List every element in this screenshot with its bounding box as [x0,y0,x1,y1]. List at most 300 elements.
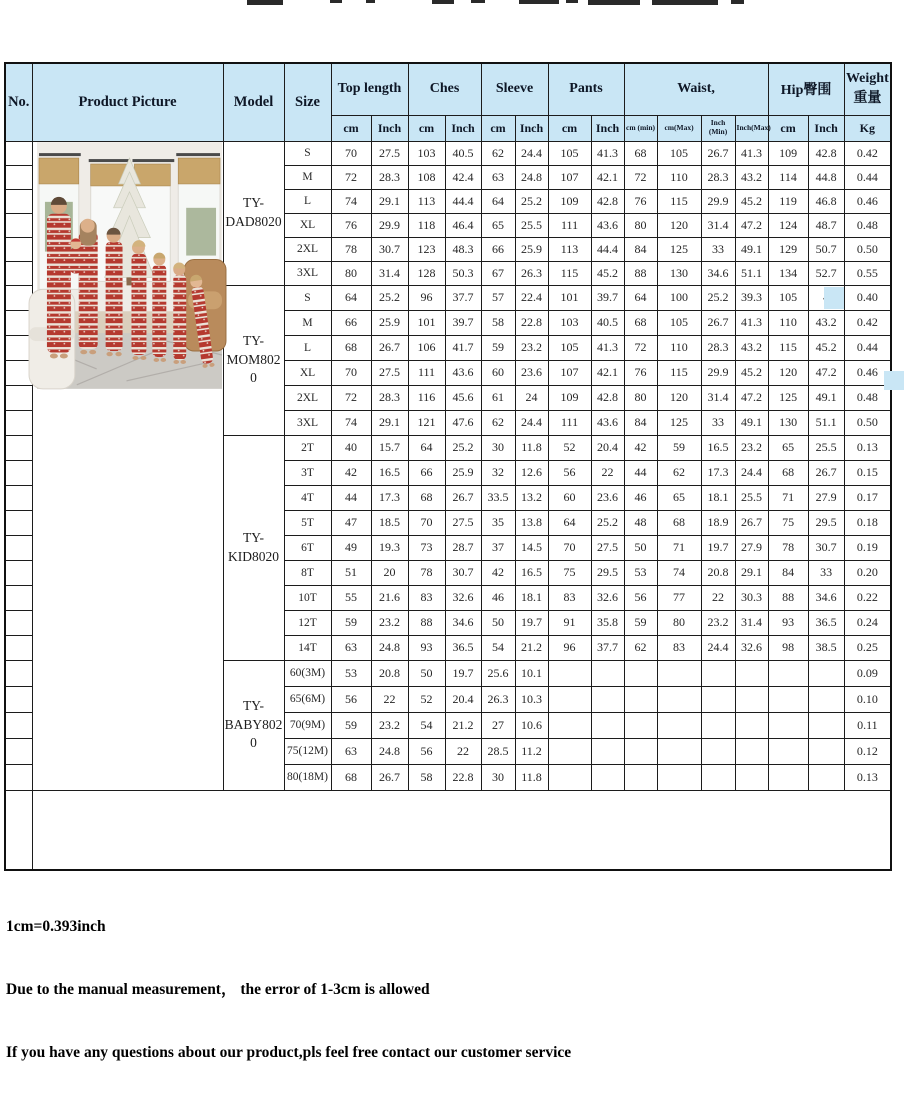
value-cell: 29.1 [735,560,768,585]
header-chest: Ches [408,63,481,115]
value-cell: 14.5 [515,535,548,560]
value-cell: 19.7 [445,660,481,686]
value-cell: 64 [331,285,371,310]
value-cell: 67 [481,261,515,285]
value-cell: 37.7 [445,285,481,310]
value-cell: 129 [768,237,808,261]
value-cell: 71 [657,535,701,560]
no-cell [5,585,32,610]
subheader-sleeve-inch: Inch [515,115,548,141]
value-cell: 27 [481,712,515,738]
value-cell: 55 [331,585,371,610]
value-cell: 43.6 [445,360,481,385]
size-cell: 80(18M) [284,764,331,790]
value-cell: 33.5 [481,485,515,510]
value-cell: 22 [371,686,408,712]
header-size: Size [284,63,331,141]
value-cell: 58 [408,764,445,790]
size-cell: 75(12M) [284,738,331,764]
value-cell [548,686,591,712]
value-cell [657,738,701,764]
header-top-length: Top length [331,63,408,115]
product-photo [37,142,222,389]
value-cell: 26.7 [808,460,844,485]
value-cell: 13.8 [515,510,548,535]
value-cell: 47 [331,510,371,535]
no-cell [5,385,32,410]
value-cell: 28.5 [481,738,515,764]
value-cell: 105 [768,285,808,310]
value-cell: 30.7 [808,535,844,560]
value-cell: 42.1 [591,360,624,385]
value-cell: 80 [331,261,371,285]
value-cell: 43.6 [591,213,624,237]
value-cell [657,660,701,686]
value-cell: 83 [548,585,591,610]
value-cell: 34.6 [808,585,844,610]
value-cell: 16.5 [371,460,408,485]
value-cell [548,660,591,686]
value-cell: 42.1 [591,165,624,189]
no-cell [5,360,32,385]
size-cell: 5T [284,510,331,535]
value-cell: 27.9 [735,535,768,560]
value-cell: 30.3 [735,585,768,610]
value-cell: 51.1 [735,261,768,285]
value-cell: 23.2 [371,712,408,738]
value-cell: 0.48 [844,385,891,410]
value-cell: 66 [408,460,445,485]
value-cell: 0.13 [844,435,891,460]
no-cell [5,261,32,285]
value-cell: 20.4 [445,686,481,712]
note-conversion: 1cm=0.393inch [6,918,106,935]
value-cell: 70 [331,141,371,165]
no-cell [5,790,32,870]
value-cell: 101 [548,285,591,310]
size-cell: 10T [284,585,331,610]
value-cell: 36.5 [445,635,481,660]
value-cell: 25.2 [445,435,481,460]
subheader-pants-cm: cm [548,115,591,141]
value-cell: 59 [331,610,371,635]
value-cell: 44.4 [591,237,624,261]
value-cell: 109 [548,385,591,410]
subheader-chest-cm: cm [408,115,445,141]
no-cell [5,764,32,790]
value-cell: 78 [768,535,808,560]
value-cell: 33 [701,410,735,435]
value-cell: 31.4 [735,610,768,635]
value-cell: 109 [548,189,591,213]
value-cell: 65 [481,213,515,237]
size-cell: 60(3M) [284,660,331,686]
value-cell: 25.2 [591,510,624,535]
value-cell: 0.09 [844,660,891,686]
subheader-toplength-inch: Inch [371,115,408,141]
value-cell [808,686,844,712]
value-cell: 42.8 [591,385,624,410]
value-cell: 32 [481,460,515,485]
no-cell [5,335,32,360]
value-cell: 59 [624,610,657,635]
value-cell: 56 [624,585,657,610]
value-cell: 42 [331,460,371,485]
value-cell: 64 [624,285,657,310]
value-cell: 68 [657,510,701,535]
value-cell: 68 [408,485,445,510]
value-cell: 27.5 [371,360,408,385]
value-cell: 17.3 [701,460,735,485]
value-cell: 43.2 [735,165,768,189]
value-cell: 29.9 [701,360,735,385]
value-cell: 33 [701,237,735,261]
value-cell: 19.7 [701,535,735,560]
value-cell: 46 [481,585,515,610]
value-cell [735,712,768,738]
value-cell: 0.25 [844,635,891,660]
value-cell: 42 [481,560,515,585]
value-cell: 56 [331,686,371,712]
value-cell: 125 [657,410,701,435]
value-cell: 72 [624,165,657,189]
value-cell: 103 [408,141,445,165]
value-cell: 0.13 [844,764,891,790]
value-cell: 18.1 [701,485,735,510]
value-cell [808,712,844,738]
value-cell: 28.3 [371,385,408,410]
value-cell: 125 [657,237,701,261]
value-cell: 42.4 [445,165,481,189]
table-row-empty [5,790,891,870]
value-cell: 63 [481,165,515,189]
no-cell [5,213,32,237]
value-cell: 42.8 [591,189,624,213]
value-cell [701,660,735,686]
value-cell: 59 [331,712,371,738]
value-cell: 72 [624,335,657,360]
value-cell: 22.4 [515,285,548,310]
value-cell: 0.42 [844,141,891,165]
value-cell: 34.6 [701,261,735,285]
value-cell: 36.5 [808,610,844,635]
value-cell: 57 [481,285,515,310]
value-cell: 48.7 [808,213,844,237]
value-cell: 50 [624,535,657,560]
value-cell: 50.3 [445,261,481,285]
value-cell [735,660,768,686]
size-cell: 8T [284,560,331,585]
value-cell: 72 [331,385,371,410]
value-cell: 26.3 [515,261,548,285]
value-cell: 53 [331,660,371,686]
value-cell: 103 [548,310,591,335]
value-cell: 110 [768,310,808,335]
value-cell: 11.8 [515,764,548,790]
value-cell: 115 [657,360,701,385]
value-cell: 75 [548,560,591,585]
no-cell [5,141,32,165]
no-cell [5,285,32,310]
size-cell: 6T [284,535,331,560]
value-cell: 60 [548,485,591,510]
value-cell: 56 [408,738,445,764]
value-cell: 17.3 [371,485,408,510]
value-cell: 18.5 [371,510,408,535]
no-cell [5,460,32,485]
value-cell: 61 [481,385,515,410]
value-cell [548,764,591,790]
value-cell: 18.1 [515,585,548,610]
value-cell: 0.50 [844,410,891,435]
no-cell [5,560,32,585]
value-cell: 125 [768,385,808,410]
value-cell: 62 [481,141,515,165]
value-cell: 29.1 [371,410,408,435]
size-cell: 3T [284,460,331,485]
value-cell: 30 [481,764,515,790]
value-cell: 26.7 [701,310,735,335]
value-cell [624,764,657,790]
value-cell: 20.8 [371,660,408,686]
size-cell: 2XL [284,237,331,261]
cropped-text-fragments [0,0,904,8]
value-cell: 15.7 [371,435,408,460]
value-cell: 24.4 [515,410,548,435]
header-hip: Hip臀围 [768,63,844,115]
value-cell: 45.2 [735,360,768,385]
value-cell: 115 [657,189,701,213]
value-cell: 11.8 [515,435,548,460]
value-cell: 25.2 [701,285,735,310]
value-cell: 23.2 [735,435,768,460]
subheader-toplength-cm: cm [331,115,371,141]
value-cell: 49 [331,535,371,560]
size-cell: 65(6M) [284,686,331,712]
value-cell: 58 [481,310,515,335]
value-cell: 24.8 [371,635,408,660]
value-cell: 72 [331,165,371,189]
value-cell: 22.8 [445,764,481,790]
value-cell: 25.9 [445,460,481,485]
value-cell: 107 [548,360,591,385]
value-cell: 22 [591,460,624,485]
value-cell: 46 [624,485,657,510]
no-cell [5,660,32,686]
subheader-pants-inch: Inch [591,115,624,141]
value-cell: 35 [481,510,515,535]
value-cell: 26.3 [481,686,515,712]
value-cell: 30 [481,435,515,460]
subheader-hip-inch: Inch [808,115,844,141]
size-cell: 2T [284,435,331,460]
no-cell [5,510,32,535]
no-cell [5,435,32,460]
value-cell: 39.7 [445,310,481,335]
value-cell: 22 [445,738,481,764]
value-cell: 83 [408,585,445,610]
value-cell: 110 [657,165,701,189]
value-cell: 76 [331,213,371,237]
value-cell: 39.3 [735,285,768,310]
value-cell: 114 [768,165,808,189]
value-cell: 25.5 [515,213,548,237]
value-cell: 42.8 [808,141,844,165]
size-cell: S [284,285,331,310]
value-cell: 46.4 [445,213,481,237]
value-cell: 24 [515,385,548,410]
no-cell [5,712,32,738]
value-cell: 39.7 [591,285,624,310]
value-cell: 73 [408,535,445,560]
size-cell: 4T [284,485,331,510]
subheader-sleeve-cm: cm [481,115,515,141]
value-cell: 28.7 [445,535,481,560]
value-cell: 62 [481,410,515,435]
value-cell: 105 [548,141,591,165]
value-cell: 120 [657,385,701,410]
value-cell: 119 [768,189,808,213]
header-weight: Weight 重量 [844,63,891,115]
value-cell: 32.6 [445,585,481,610]
value-cell: 44 [624,460,657,485]
value-cell: 51 [331,560,371,585]
value-cell: 71 [768,485,808,510]
value-cell: 28.3 [701,335,735,360]
value-cell [701,764,735,790]
value-cell: 23.6 [591,485,624,510]
value-cell: 66 [331,310,371,335]
value-cell: 0.40 [844,285,891,310]
value-cell: 21.6 [371,585,408,610]
size-cell: M [284,310,331,335]
value-cell: 41.3 [591,335,624,360]
value-cell: 21.2 [515,635,548,660]
value-cell: 0.19 [844,535,891,560]
value-cell: 63 [331,635,371,660]
value-cell: 84 [624,237,657,261]
value-cell: 37 [481,535,515,560]
value-cell: 54 [408,712,445,738]
header-waist: Waist, [624,63,768,115]
value-cell: 121 [408,410,445,435]
value-cell: 44.4 [445,189,481,213]
value-cell [657,686,701,712]
value-cell: 26.7 [445,485,481,510]
value-cell: 115 [768,335,808,360]
value-cell: 19.3 [371,535,408,560]
value-cell: 33 [808,560,844,585]
value-cell: 52 [548,435,591,460]
value-cell: 47.2 [735,213,768,237]
value-cell [808,285,844,310]
value-cell: 70 [548,535,591,560]
value-cell: 29.1 [371,189,408,213]
value-cell: 25.9 [371,310,408,335]
value-cell: 83 [657,635,701,660]
value-cell: 44 [331,485,371,510]
value-cell: 0.46 [844,360,891,385]
value-cell: 59 [657,435,701,460]
value-cell: 50 [408,660,445,686]
value-cell: 68 [331,335,371,360]
value-cell: 93 [408,635,445,660]
value-cell: 10.1 [515,660,548,686]
value-cell: 22.8 [515,310,548,335]
value-cell: 16.5 [515,560,548,585]
empty-span-cell [32,790,891,870]
value-cell: 47.6 [445,410,481,435]
value-cell: 124 [768,213,808,237]
value-cell: 65 [768,435,808,460]
size-cell: XL [284,213,331,237]
value-cell: 70 [408,510,445,535]
no-cell [5,410,32,435]
value-cell [591,764,624,790]
value-cell: 64 [408,435,445,460]
value-cell: 66 [481,237,515,261]
value-cell: 100 [657,285,701,310]
value-cell: 98 [768,635,808,660]
value-cell: 20.4 [591,435,624,460]
value-cell [768,660,808,686]
value-cell: 120 [657,213,701,237]
value-cell: 110 [657,335,701,360]
value-cell: 105 [657,141,701,165]
value-cell: 77 [657,585,701,610]
value-cell: 30.7 [445,560,481,585]
subheader-hip-cm: cm [768,115,808,141]
value-cell: 47.2 [735,385,768,410]
value-cell [808,738,844,764]
model-cell: TY-MOM8020 [223,285,284,435]
value-cell: 80 [624,213,657,237]
value-cell: 27.5 [371,141,408,165]
value-cell: 113 [548,237,591,261]
value-cell [701,738,735,764]
value-cell: 26.7 [371,335,408,360]
value-cell: 29.5 [808,510,844,535]
value-cell: 128 [408,261,445,285]
value-cell: 25.5 [735,485,768,510]
value-cell [624,738,657,764]
note-contact: If you have any questions about our product,pls feel free contact our customer service [6,1044,572,1061]
model-cell: TY-KID8020 [223,435,284,660]
value-cell [624,712,657,738]
value-cell: 20.8 [701,560,735,585]
value-cell: 113 [408,189,445,213]
value-cell: 53 [624,560,657,585]
value-cell: 64 [548,510,591,535]
value-cell: 0.12 [844,738,891,764]
value-cell: 25.9 [515,237,548,261]
value-cell: 42 [624,435,657,460]
value-cell [591,712,624,738]
value-cell: 52.7 [808,261,844,285]
value-cell: 41.3 [735,141,768,165]
value-cell [624,660,657,686]
value-cell: 105 [548,335,591,360]
value-cell: 70 [331,360,371,385]
value-cell: 109 [768,141,808,165]
value-cell: 60 [481,360,515,385]
value-cell: 88 [624,261,657,285]
value-cell: 45.2 [591,261,624,285]
value-cell: 115 [548,261,591,285]
no-cell [5,686,32,712]
value-cell: 130 [657,261,701,285]
value-cell [768,686,808,712]
